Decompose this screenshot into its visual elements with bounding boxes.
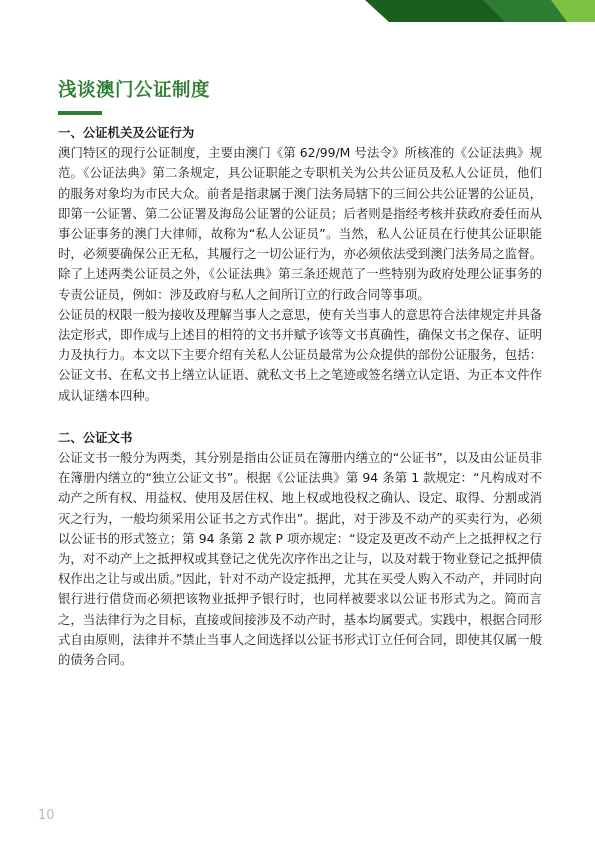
title-underline (58, 111, 102, 115)
corner-decoration (365, 0, 595, 22)
section-heading: 二、公证文书 (58, 429, 133, 445)
paragraph: 公证文书一般分为两类，其分别是指由公证员在簿册内缮立的“公证书”，以及由公证员非在簿册内缮立的“独立公证文书”。根据《公证法典》第 94 条第 1 款规定：“凡构成对不动产之所有权、用益权、使用及居住权、地上权或地役权之确认、设定、取得、分割或消灭之行为，一般均须采用公证书之方式作出”。据此，对于涉及不动产的买卖行为，必须以公证书的形式签立；第 94 条第 2 款 P 项亦规定：“设定及更改不动产上之抵押权之行为，对不动产上之抵押权或其登记之优先次序作出之让与，以及对载于物业登记之抵押债权作出之让与或出质。”因此，针对不动产设定抵押，尤其在买受人购入不动产，并同时向银行进行借贷而必须把该物业抵押予银行时，也同样被要求以公证书形式为之。简而言之，当法律行为之目标，直接或间接涉及不动产时，基本均属要式。实践中，根据合同形式自由原则，法律并不禁止当事人之间选择以公证书形式订立任何合同，即使其仅属一般的债务合同。 (58, 450, 542, 668)
page-number: 10 (38, 808, 55, 823)
paragraph: 澳门特区的现行公证制度，主要由澳门《第 62/99/M 号法令》所核准的《公证法典》规范。《公证法典》第二条规定，具公证职能之专职机关为公共公证员及私人公证员，他们的服务对象均为市民大众。前者是指隶属于澳门法务局辖下的三间公共公证署的公证员，即第一公证署、第二公证署及海岛公证署的公证员；后者则是指经考核并获政府委任而从事公证事务的澳门大律师，故称为“私人公证员”。当然，私人公证员在行使其公证职能时，必须要确保公正无私，其履行之一切公证行为，亦必须依法受到澳门法务局之监督。 除了上述两类公证员之外，《公证法典》第三条还规范了一些特别为政府处理公证事务的专责公证员，例如：涉及政府与私人之间所订立的行政合同等事项。 (58, 145, 542, 302)
page-title: 浅谈澳门公证制度 (58, 80, 211, 101)
article-body (58, 123, 542, 670)
section-spacer (58, 406, 542, 428)
section-heading: 一、公证机关及公证行为 (58, 125, 195, 140)
paragraph: 公证员的权限一般为接收及理解当事人之意思，使有关当事人的意思符合法律规定并具备法定形式，即作成与上述目的相符的文书并赋予该等文书真确性，确保文书之保存、证明力及执行力。本文以下主要介绍有关私人公证员最常为公众提供的部份公证服务，包括：公证文书、在私文书上缮立认证语、就私文书上之笔迹或签名缮立认定语、为正本文件作成认证缮本四种。 (58, 306, 542, 403)
